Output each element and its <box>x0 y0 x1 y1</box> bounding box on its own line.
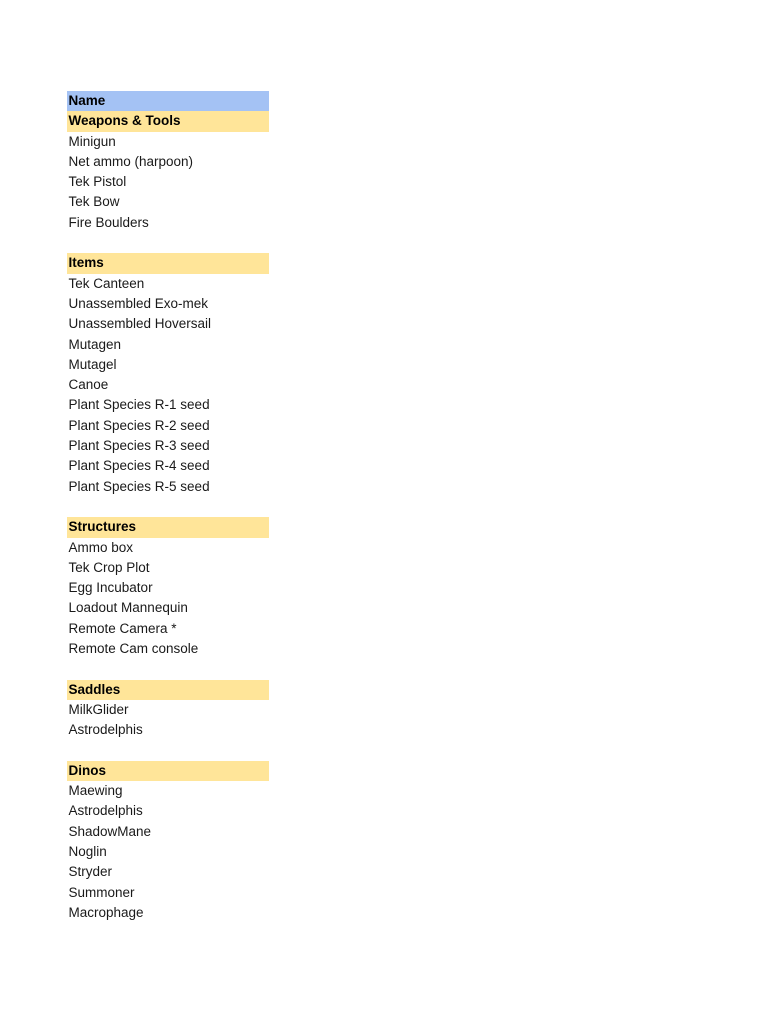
list-item: Remote Cam console <box>68 641 199 657</box>
blank-row <box>67 659 269 679</box>
list-item: Tek Crop Plot <box>68 559 150 575</box>
category-header-structures: Structures <box>67 517 269 537</box>
list-item: Mutagen <box>68 336 122 352</box>
list-item: Plant Species R-4 seed <box>68 458 210 474</box>
list-item: Remote Camera * <box>68 620 177 636</box>
category-header-items: Items <box>67 253 269 273</box>
list-item: Mutagel <box>68 356 117 372</box>
blank-row <box>67 741 269 761</box>
list-item: Macrophage <box>68 904 144 920</box>
list-item: Plant Species R-1 seed <box>68 397 210 413</box>
category-header-weapons-tools: Weapons & Tools <box>67 111 269 131</box>
list-item: Ammo box <box>68 539 134 555</box>
list-item: Tek Pistol <box>68 174 127 190</box>
list-item: MilkGlider <box>68 701 129 717</box>
list-item: Astrodelphis <box>68 722 143 738</box>
section-list <box>67 111 269 923</box>
list-item: Stryder <box>68 864 113 880</box>
list-item: Net ammo (harpoon) <box>68 153 194 169</box>
list-item: ShadowMane <box>68 823 152 839</box>
list-item: Unassembled Exo-mek <box>68 295 209 311</box>
column-header-name: Name <box>67 91 269 111</box>
list-item: Canoe <box>68 377 109 393</box>
category-header-saddles: Saddles <box>67 680 269 700</box>
list-item: Loadout Mannequin <box>68 600 188 616</box>
list-item: Tek Canteen <box>68 275 145 291</box>
list-item: Tek Bow <box>68 194 120 210</box>
list-item: Plant Species R-2 seed <box>68 417 210 433</box>
list-item: Maewing <box>68 783 123 799</box>
list-item: Minigun <box>68 133 116 149</box>
blank-row <box>67 497 269 517</box>
list-item: Summoner <box>68 884 135 900</box>
list-item: Plant Species R-5 seed <box>68 478 210 494</box>
category-header-dinos: Dinos <box>67 761 269 781</box>
spreadsheet-column <box>67 91 269 923</box>
list-item: Fire Boulders <box>68 214 149 230</box>
list-item: Astrodelphis <box>68 803 143 819</box>
list-item: Egg Incubator <box>68 580 153 596</box>
list-item: Noglin <box>68 843 107 859</box>
list-item: Plant Species R-3 seed <box>68 438 210 454</box>
list-item: Unassembled Hoversail <box>68 316 212 332</box>
blank-row <box>67 233 269 253</box>
